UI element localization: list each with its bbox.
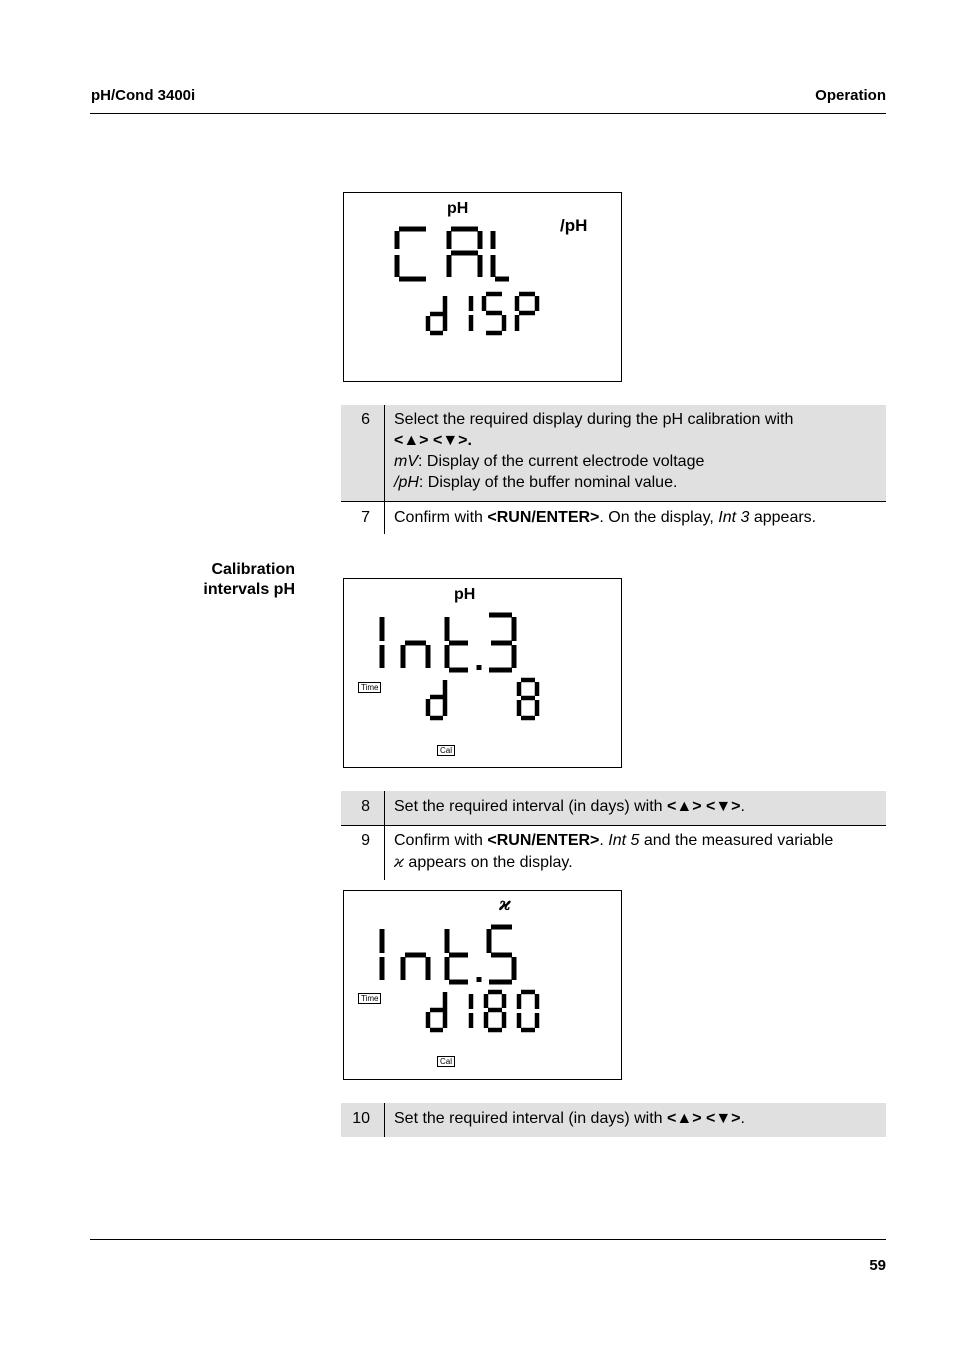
step-8 bbox=[341, 791, 886, 826]
step-7-text-mid: . On the display, bbox=[599, 509, 719, 526]
arrow-keys: <▲> <▼> bbox=[667, 798, 741, 815]
page-number: 59 bbox=[869, 1257, 886, 1274]
footer-rule bbox=[90, 1239, 886, 1240]
cal-tag: Cal bbox=[437, 745, 455, 756]
side-heading bbox=[150, 560, 295, 600]
step-number: 7 bbox=[361, 509, 370, 526]
lcd-display-cal-disp bbox=[343, 192, 622, 382]
step-9-text: Confirm with bbox=[394, 832, 488, 849]
step-number: 10 bbox=[352, 1110, 370, 1127]
header-rule bbox=[90, 113, 886, 114]
display-unit-conductivity: ϰ bbox=[499, 894, 511, 915]
running-header-section: Operation bbox=[815, 87, 886, 104]
running-header-title: pH/Cond 3400i bbox=[91, 87, 196, 104]
step-7-text-end: appears. bbox=[749, 509, 817, 526]
step-7-text: Confirm with bbox=[394, 509, 488, 526]
step-6-mv-label: mV bbox=[394, 453, 418, 470]
display-unit-slash-ph: /pH bbox=[560, 216, 588, 235]
step-7-int3: Int 3 bbox=[718, 509, 750, 526]
time-tag: Time bbox=[358, 993, 381, 1004]
step-6-line-1: Select the required display during the pH calibration with bbox=[394, 411, 794, 428]
seven-segment-digits bbox=[344, 193, 621, 381]
step-7 bbox=[341, 502, 886, 534]
step-8-text: Set the required interval (in days) with bbox=[394, 798, 668, 815]
step-number: 9 bbox=[361, 832, 370, 849]
step-number: 6 bbox=[361, 411, 370, 428]
side-heading-line-1: Calibration bbox=[211, 561, 295, 578]
step-9-line-2: appears on the display. bbox=[403, 854, 573, 871]
step-9 bbox=[341, 826, 886, 880]
run-enter-key: <RUN/ENTER> bbox=[487, 509, 600, 526]
step-10-period: . bbox=[740, 1110, 745, 1127]
step-number: 8 bbox=[361, 798, 370, 815]
side-heading-line-2: intervals pH bbox=[203, 581, 295, 598]
conductivity-symbol: ϰ bbox=[394, 852, 404, 871]
lcd-display-int5 bbox=[343, 890, 622, 1080]
step-10-text: Set the required interval (in days) with bbox=[394, 1110, 668, 1127]
step-6 bbox=[341, 405, 886, 502]
step-8-period: . bbox=[740, 798, 745, 815]
step-6-ph-label: /pH bbox=[394, 474, 419, 491]
seven-segment-digits bbox=[344, 579, 621, 767]
step-10 bbox=[341, 1103, 886, 1137]
step-6-keys: <▲> <▼>. bbox=[394, 432, 472, 449]
display-unit-ph: pH bbox=[447, 200, 469, 217]
seven-segment-digits bbox=[344, 891, 621, 1079]
arrow-keys: <▲> <▼> bbox=[667, 1110, 741, 1127]
display-unit-ph: pH bbox=[454, 586, 476, 603]
step-9-text-mid: . bbox=[599, 832, 609, 849]
step-6-mv-text: : Display of the current electrode voltage bbox=[418, 453, 705, 470]
step-9-text-end: and the measured variable bbox=[639, 832, 834, 849]
step-6-ph-text: : Display of the buffer nominal value. bbox=[418, 474, 678, 491]
run-enter-key: <RUN/ENTER> bbox=[487, 832, 600, 849]
cal-tag: Cal bbox=[437, 1056, 455, 1067]
lcd-display-int3 bbox=[343, 578, 622, 768]
step-9-int5: Int 5 bbox=[608, 832, 640, 849]
time-tag: Time bbox=[358, 682, 381, 693]
